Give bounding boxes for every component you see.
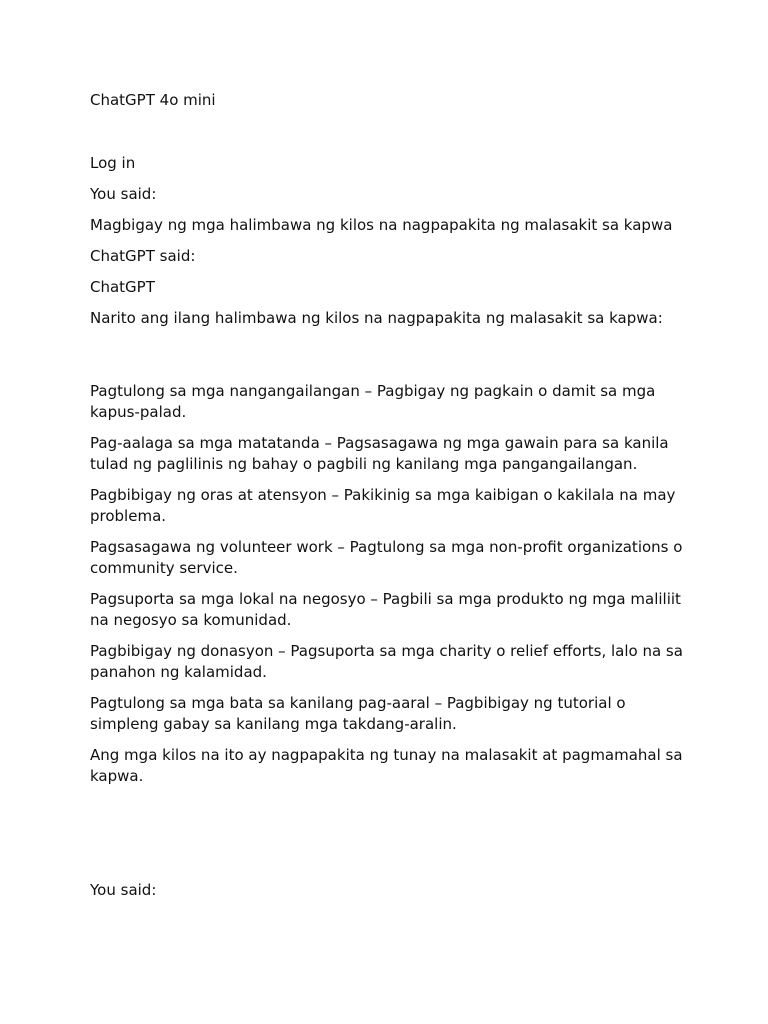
assistant-label: ChatGPT said: [90, 247, 196, 265]
user-label: You said: [90, 185, 157, 203]
list-item: Pagsasagawa ng volunteer work – Pagtulong sa mga non-profit organizations o community service. [90, 538, 683, 577]
user-message: Magbigay ng mga halimbawa ng kilos na nagpapakita ng malasakit sa kapwa [90, 216, 673, 234]
example-list [90, 381, 690, 735]
footer-user-label: You said: [90, 881, 157, 899]
login-link[interactable]: Log in [90, 154, 136, 172]
page-title: ChatGPT 4o mini [90, 91, 216, 109]
list-item: Pagtulong sa mga bata sa kanilang pag-aaral – Pagbibigay ng tutorial o simpleng gabay sa kanilang mga takdang-aralin. [90, 694, 626, 733]
assistant-intro: Narito ang ilang halimbawa ng kilos na nagpapakita ng malasakit sa kapwa: [90, 309, 663, 327]
closing-paragraph: Ang mga kilos na ito ay nagpapakita ng tunay na malasakit at pagmamahal sa kapwa. [90, 746, 683, 785]
document-page [90, 90, 690, 787]
list-item: Pagsuporta sa mga lokal na negosyo – Pagbili sa mga produkto ng mga maliliit na negosyo sa komunidad. [90, 590, 681, 629]
list-item: Pag-aalaga sa mga matatanda – Pagsasagawa ng mga gawain para sa kanila tulad ng paglilinis ng bahay o pagbili ng kanilang mga pangangailangan. [90, 434, 669, 473]
list-item: Pagtulong sa mga nangangailangan – Pagbigay ng pagkain o damit sa mga kapus-palad. [90, 382, 656, 421]
list-item: Pagbibigay ng oras at atensyon – Pakikinig sa mga kaibigan o kakilala na may problema. [90, 486, 676, 525]
assistant-name: ChatGPT [90, 278, 155, 296]
list-item: Pagbibigay ng donasyon – Pagsuporta sa mga charity o relief efforts, lalo na sa panahon ng kalamidad. [90, 642, 683, 681]
